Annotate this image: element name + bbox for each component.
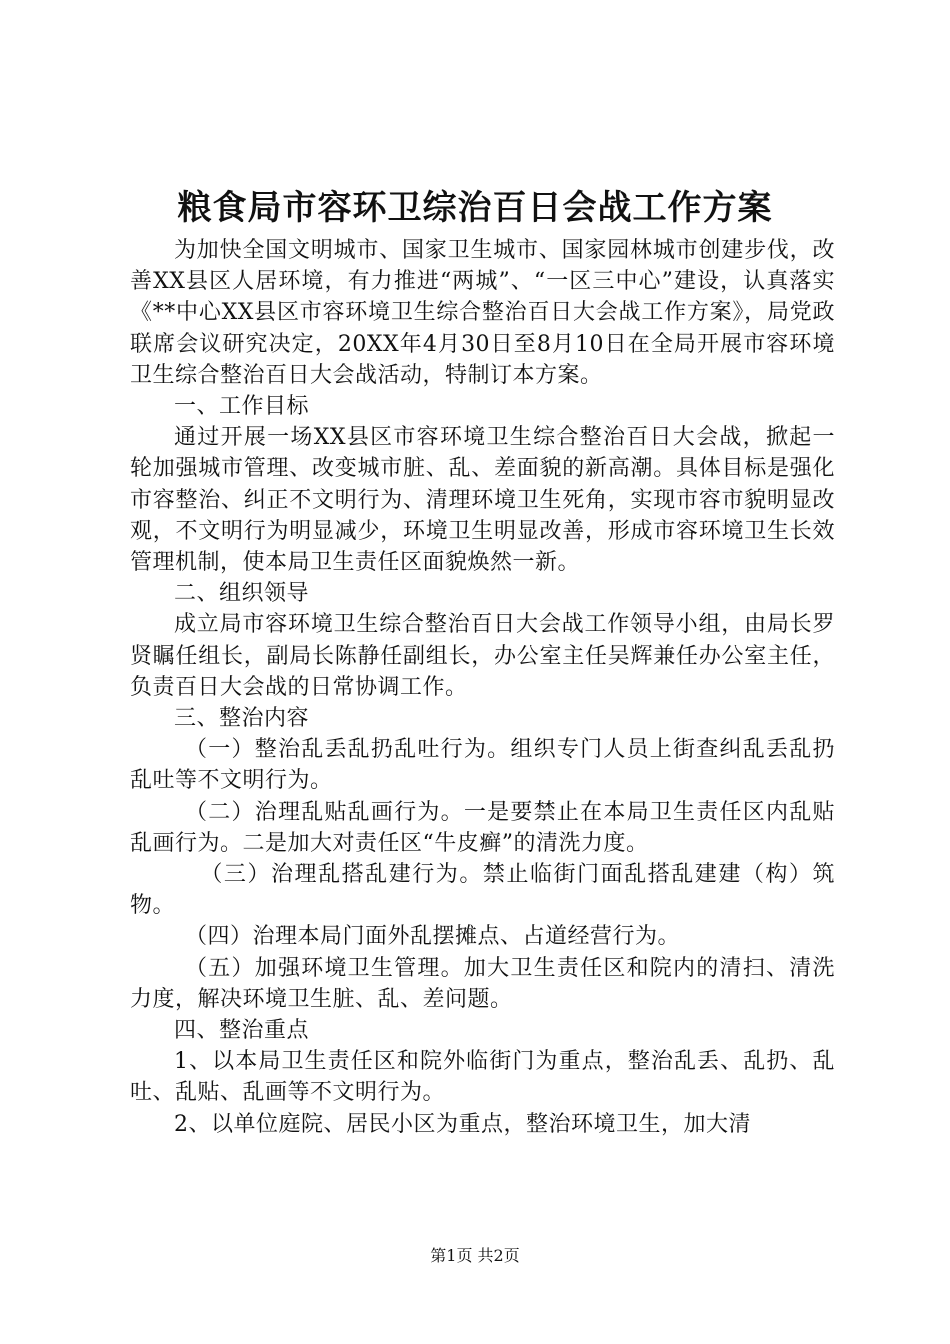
- paragraph-goals: 通过开展一场XX县区市容环境卫生综合整治百日大会战，掀起一轮加强城市管理、改变城市脏、乱、差面貌的新高潮。具体目标是强化市容整治、纠正不文明行为、清理环境卫生死角，实现市容市貌明显改观，不文明行为明显减少，环境卫生明显改善，形成市容环境卫生长效管理机制，使本局卫生责任区面貌焕然一新。: [130, 425, 835, 576]
- list-item-content-3: （三）治理乱搭乱建行为。禁止临街门面乱搭乱建建（构）筑物。: [130, 862, 835, 919]
- list-item-content-5: （五）加强环境卫生管理。加大卫生责任区和院内的清扫、清洗力度，解决环境卫生脏、乱、差问题。: [130, 955, 835, 1012]
- list-item-content-2: （二）治理乱贴乱画行为。一是要禁止在本局卫生责任区内乱贴乱画行为。二是加大对责任区“牛皮癣”的清洗力度。: [130, 799, 835, 856]
- section-heading-content: 三、整治内容: [174, 706, 310, 732]
- list-item-focus-1: 1、以本局卫生责任区和院外临街门为重点，整治乱丢、乱扔、乱吐、乱贴、乱画等不文明行为。: [130, 1049, 835, 1106]
- list-item-content-4: （四）治理本局门面外乱摆摊点、占道经营行为。: [185, 924, 681, 950]
- document-title: 粮食局市容环卫综治百日会战工作方案: [177, 188, 773, 228]
- page-number-footer: 第1页 共2页: [430, 1246, 520, 1265]
- paragraph-intro: 为加快全国文明城市、国家卫生城市、国家园林城市创建步伐，改善XX县区人居环境，有力推进“两城”、“一区三中心”建设，认真落实《**中心XX县区市容环境卫生综合整治百日大会战工作方案》，局党政联席会议研究决定，20XX年4月30日至8月10日在全局开展市容环境卫生综合整治百日大会战活动，特制订本方案。: [130, 238, 835, 388]
- list-item-focus-2: 2、以单位庭院、居民小区为重点，整治环境卫生，加大清: [174, 1111, 751, 1137]
- document-body: [130, 235, 835, 1140]
- section-heading-leadership: 二、组织领导: [174, 581, 310, 607]
- section-heading-goals: 一、工作目标: [174, 394, 310, 420]
- paragraph-leadership: 成立局市容环境卫生综合整治百日大会战工作领导小组，由局长罗贤瞩任组长，副局长陈静任副组长，办公室主任吴辉兼任办公室主任，负责百日大会战的日常协调工作。: [130, 612, 835, 700]
- list-item-content-1: （一）整治乱丢乱扔乱吐行为。组织专门人员上街查纠乱丢乱扔乱吐等不文明行为。: [130, 737, 835, 794]
- section-heading-focus: 四、整治重点: [174, 1018, 310, 1044]
